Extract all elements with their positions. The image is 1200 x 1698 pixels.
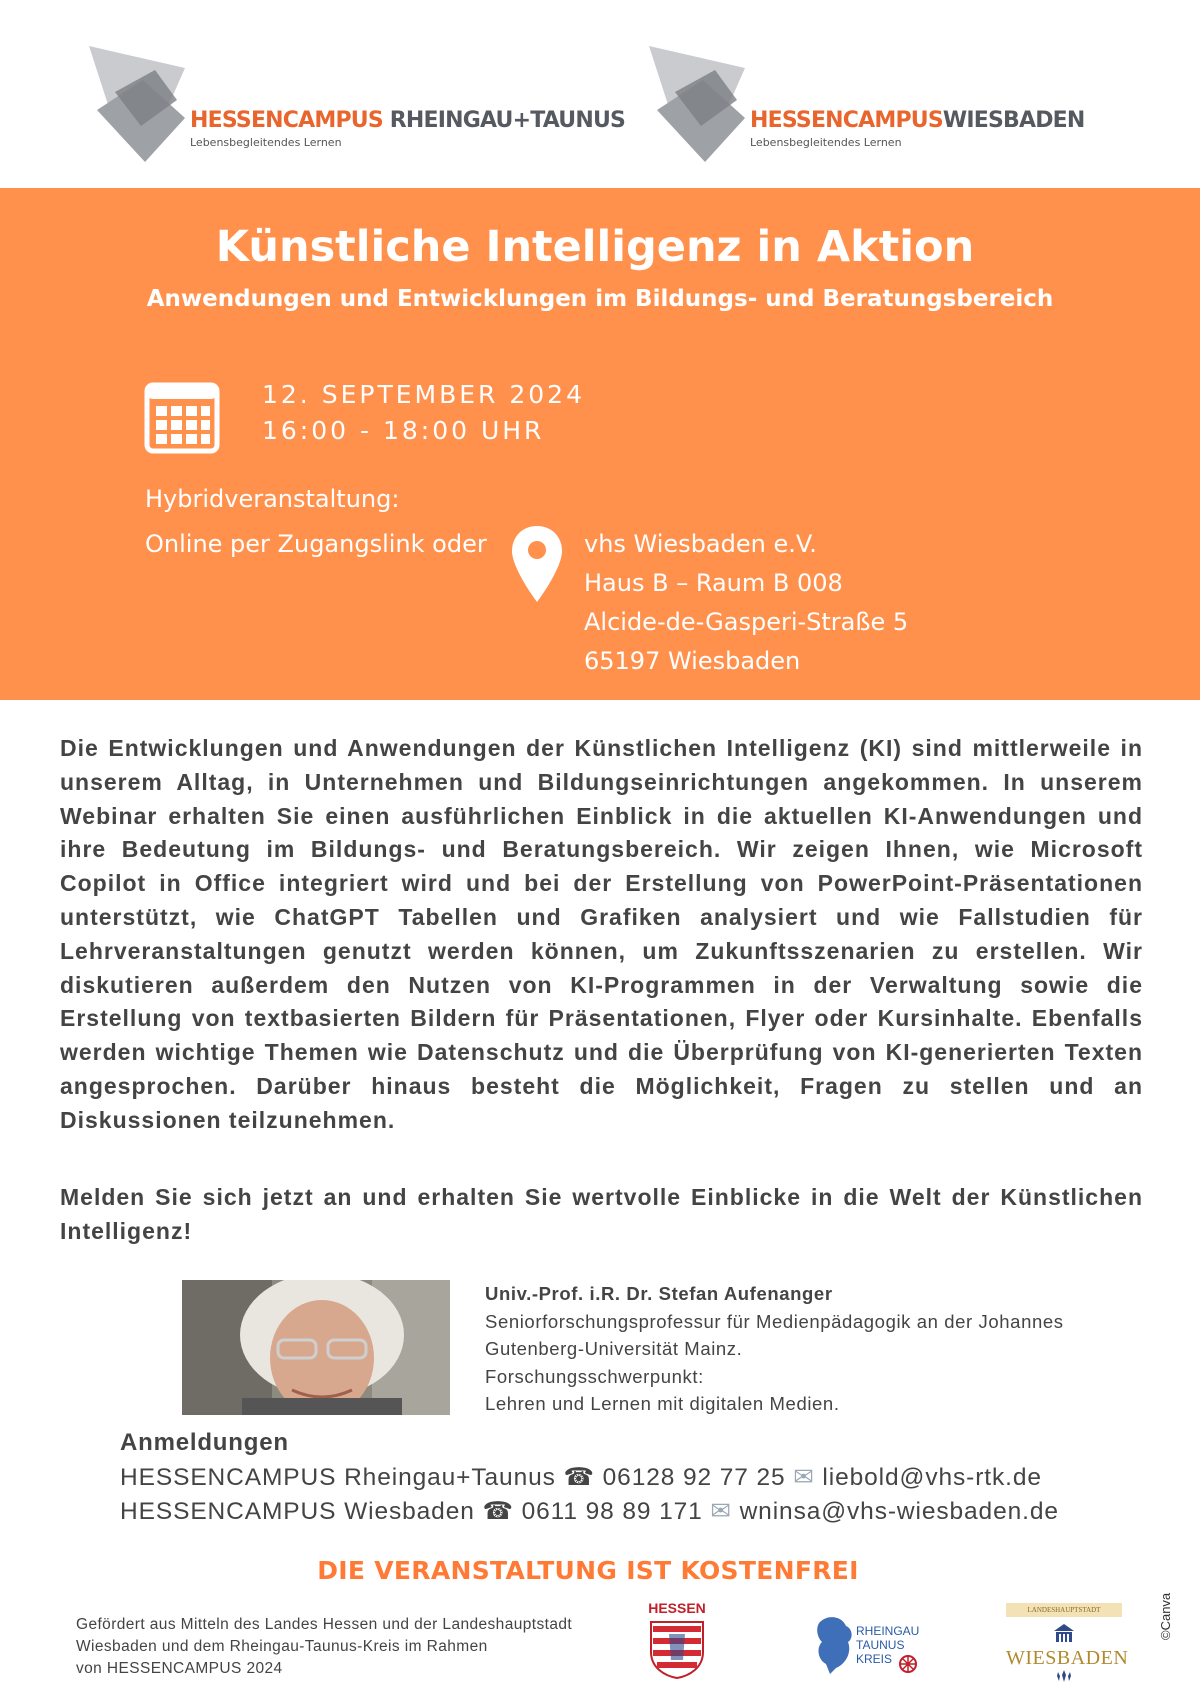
mainz-wheel-icon bbox=[898, 1654, 918, 1674]
registration-org: HESSENCAMPUS Rheingau+Taunus bbox=[120, 1464, 556, 1491]
address-line-2: Haus B – Raum B 008 bbox=[584, 569, 843, 597]
rtk-label-line: KREIS bbox=[856, 1652, 893, 1666]
logo-brand: HESSENCAMPUS RHEINGAU+TAUNUS bbox=[190, 108, 626, 133]
event-description: Die Entwicklungen und Anwendungen der Künstlichen Intelligenz (KI) sind mittlerweile in unserem Alltag, in Unternehmen und Bildungseinrichtungen angekommen. In unserem Webinar erhalten Sie einen ausführlichen Einblick in die aktuellen KI-Anwendungen und ihre Bedeutung im Bildungs- und Beratungsbereich. Wir zeigen Ihnen, wie Microsoft Copilot in Office integriert wird und bei der Erstellung von PowerPoint-Präsentationen unterstützt, wie ChatGPT Tabellen und Grafiken analysiert und wie Fallstudien für Lehrveranstaltungen genutzt werden können, um Zukunftsszenarien zu erstellen. Wir diskutieren außerdem den Nutzen von KI-Programmen in der Verwaltung sowie die Erstellung von textbasierten Bildern für Präsentationen, Flyer oder Kursinhalte. Ebenfalls werden wichtige Themen wie Datenschutz und die Überprüfung von KI-generierten Texten angesprochen. Darüber hinaus besteht die Möglichkeit, Fragen zu stellen und an Diskussionen teilzunehmen. bbox=[60, 735, 1143, 1133]
registration-phone[interactable]: 0611 98 89 171 bbox=[521, 1498, 703, 1525]
wiesbaden-lilies-icon bbox=[1056, 1669, 1072, 1683]
canva-credit: ©Canva bbox=[1158, 1592, 1173, 1640]
event-subtitle: Anwendungen und Entwicklungen im Bildungs- und Beratungsbereich bbox=[146, 286, 1054, 312]
logo-tagline: Lebensbegleitendes Lernen bbox=[190, 136, 342, 149]
funding-note bbox=[76, 1614, 572, 1680]
address-line-1: vhs Wiesbaden e.V. bbox=[584, 530, 817, 558]
speaker-name: Univ.-Prof. i.R. Dr. Stefan Aufenanger bbox=[485, 1283, 833, 1304]
speaker-photo bbox=[182, 1280, 450, 1415]
registration-email[interactable]: wninsa@vhs-wiesbaden.de bbox=[739, 1498, 1059, 1525]
rtk-lion-icon bbox=[812, 1612, 856, 1676]
registration-heading: Anmeldungen bbox=[120, 1429, 289, 1456]
calendar-icon bbox=[144, 382, 220, 454]
wiesbaden-logo-name: WIESBADEN bbox=[1006, 1647, 1129, 1669]
funding-line: Gefördert aus Mitteln des Landes Hessen und der Landeshauptstadt bbox=[76, 1616, 573, 1633]
registration-email[interactable]: liebold@vhs-rtk.de bbox=[822, 1464, 1042, 1491]
registration-entry bbox=[120, 1496, 1059, 1526]
funding-line: Wiesbaden und dem Rheingau-Taunus-Kreis im Rahmen bbox=[76, 1638, 488, 1655]
registration-org: HESSENCAMPUS Wiesbaden bbox=[120, 1498, 475, 1525]
registration-entry bbox=[120, 1462, 1042, 1492]
speaker-line: Forschungsschwerpunkt: bbox=[485, 1365, 704, 1387]
mail-icon: ✉ bbox=[710, 1498, 732, 1525]
hessen-label: HESSEN bbox=[648, 1600, 706, 1616]
logo-brand: HESSENCAMPUSWIESBADEN bbox=[750, 108, 1085, 133]
rheingau-taunus-kreis-logo bbox=[812, 1612, 932, 1682]
logo-hessencampus-rheingau-taunus bbox=[85, 40, 625, 170]
hessen-coat-of-arms-icon bbox=[649, 1620, 705, 1680]
event-time: 16:00 - 18:00 UHR bbox=[262, 416, 545, 445]
logo-hessencampus-wiesbaden bbox=[645, 40, 1095, 170]
hessen-logo bbox=[643, 1600, 711, 1682]
logo-tagline: Lebensbegleitendes Lernen bbox=[750, 136, 902, 149]
speaker-info bbox=[485, 1280, 1064, 1418]
funding-line: von HESSENCAMPUS 2024 bbox=[76, 1660, 283, 1677]
call-to-action: Melden Sie sich jetzt an und erhalten Sie wertvolle Einblicke in die Welt der Künstlichen Intelligenz! bbox=[60, 1184, 1143, 1244]
rtk-label-line: RHEINGAU bbox=[856, 1624, 920, 1638]
speaker-line: Lehren und Lernen mit digitalen Medien. bbox=[485, 1393, 840, 1414]
logo-mark-icon bbox=[85, 40, 195, 165]
event-date: 12. SEPTEMBER 2024 bbox=[262, 380, 585, 409]
address-line-3: Alcide-de-Gasperi-Straße 5 bbox=[584, 608, 909, 636]
event-online-text: Online per Zugangslink oder bbox=[145, 530, 487, 558]
speaker-line: Seniorforschungsprofessur für Medienpädagogik an der Johannes bbox=[485, 1310, 1064, 1332]
rtk-label-line: TAUNUS bbox=[856, 1638, 905, 1652]
wiesbaden-building-icon bbox=[1052, 1621, 1076, 1645]
mail-icon: ✉ bbox=[793, 1464, 815, 1491]
address-line-4: 65197 Wiesbaden bbox=[584, 647, 801, 675]
phone-icon: ☎ bbox=[563, 1464, 595, 1491]
event-title: Künstliche Intelligenz in Aktion bbox=[215, 222, 975, 272]
free-notice: DIE VERANSTALTUNG IST KOSTENFREI bbox=[317, 1556, 859, 1585]
wiesbaden-logo bbox=[1006, 1603, 1129, 1683]
phone-icon: ☎ bbox=[482, 1498, 514, 1525]
logo-mark-icon bbox=[645, 40, 755, 165]
registration-phone[interactable]: 06128 92 77 25 bbox=[602, 1464, 786, 1491]
event-format-label: Hybridveranstaltung: bbox=[145, 485, 400, 513]
location-pin-icon bbox=[510, 524, 564, 604]
wiesbaden-logo-top: LANDESHAUPTSTADT bbox=[1006, 1603, 1122, 1617]
speaker-line: Gutenberg-Universität Mainz. bbox=[485, 1338, 743, 1359]
